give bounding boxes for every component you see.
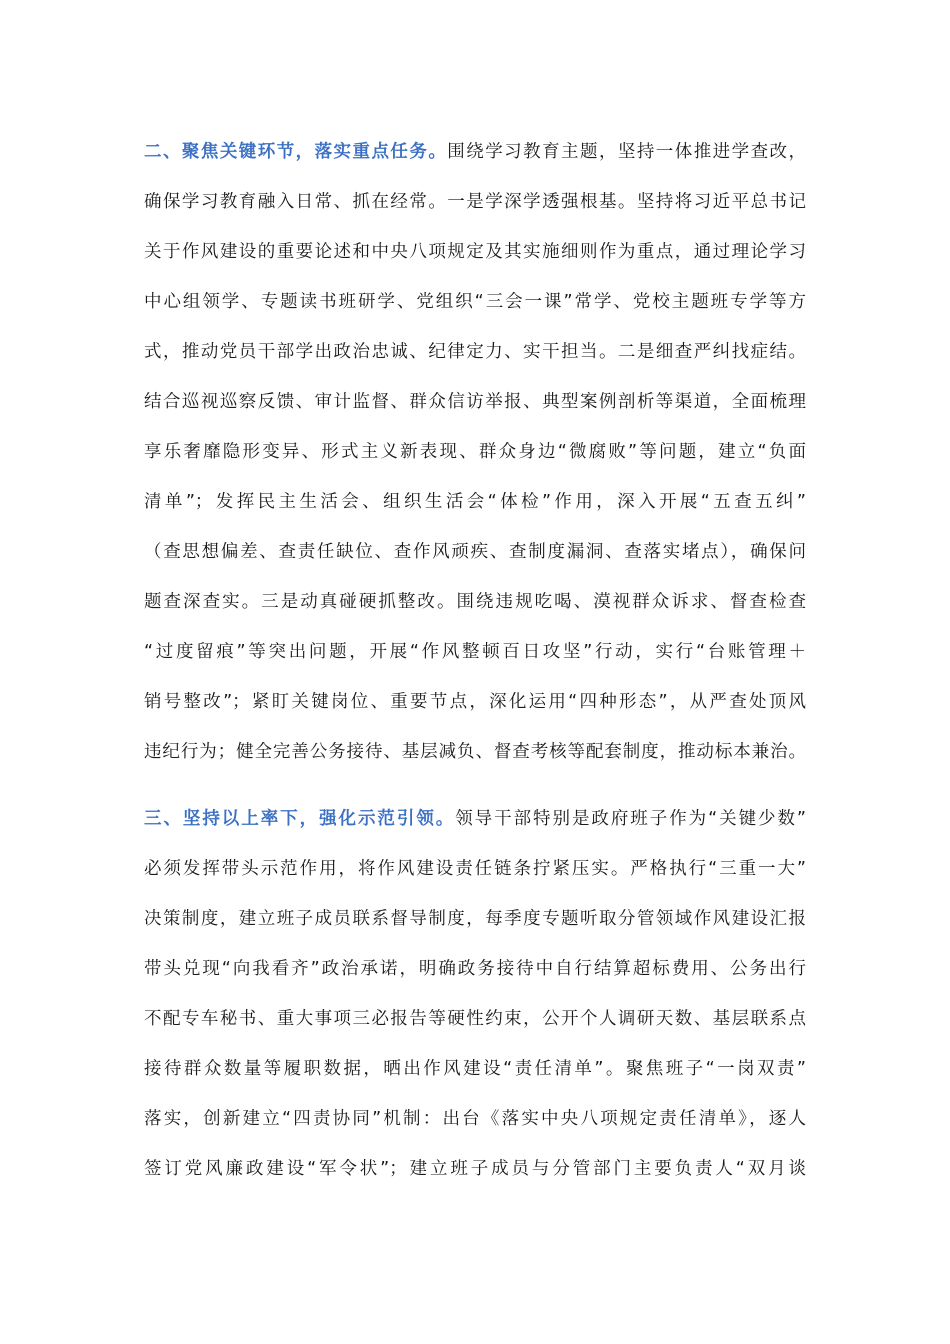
paragraph-line: 中心组领学、专题读书班研学、党组织“三会一课”常学、党校主题班专学等方	[144, 292, 806, 312]
section-3-heading: 三、坚持以上率下，强化示范引领。	[144, 809, 456, 829]
section-2-text: 围绕学习教育主题，坚持一体推进学查改，	[447, 142, 807, 162]
section-3-text: 领导干部特别是政府班子作为“关键少数”	[455, 809, 806, 829]
paragraph-line: “过度留痕”等突出问题，开展“作风整顿百日攻坚”行动，实行“台账管理＋	[144, 642, 806, 662]
paragraph-line: 关于作风建设的重要论述和中央八项规定及其实施细则作为重点，通过理论学习	[144, 242, 806, 262]
section-2-line-1	[144, 137, 806, 167]
paragraph-line: 结合巡视巡察反馈、审计监督、群众信访举报、典型案例剖析等渠道，全面梳理	[144, 392, 806, 412]
paragraph-line: 式，推动党员干部学出政治忠诚、纪律定力、实干担当。二是细查严纠找症结。	[144, 342, 806, 362]
paragraph-line: 违纪行为；健全完善公务接待、基层减负、督查考核等配套制度，推动标本兼治。	[144, 742, 806, 762]
section-3-line-1	[144, 804, 806, 834]
paragraph-line: 享乐奢靡隐形变异、形式主义新表现、群众身边“微腐败”等问题，建立“负面	[144, 442, 806, 462]
paragraph-line: 题查深查实。三是动真碰硬抓整改。围绕违规吃喝、漠视群众诉求、督查检查	[144, 592, 806, 612]
paragraph-line: 清单”；发挥民主生活会、组织生活会“体检”作用，深入开展“五查五纠”	[144, 492, 806, 512]
paragraph-line: 不配专车秘书、重大事项三必报告等硬性约束，公开个人调研天数、基层联系点	[144, 1009, 806, 1029]
paragraph-line: 决策制度，建立班子成员联系督导制度，每季度专题听取分管领域作风建设汇报	[144, 909, 806, 929]
paragraph-line: 带头兑现“向我看齐”政治承诺，明确政务接待中自行结算超标费用、公务出行	[144, 959, 806, 979]
paragraph-line: 确保学习教育融入日常、抓在经常。一是学深学透强根基。坚持将习近平总书记	[144, 192, 806, 212]
paragraph-line: 销号整改”；紧盯关键岗位、重要节点，深化运用“四种形态”，从严查处顶风	[144, 692, 806, 712]
section-2-heading: 二、聚焦关键环节，落实重点任务。	[144, 142, 448, 162]
paragraph-line: 接待群众数量等履职数据，晒出作风建设“责任清单”。聚焦班子“一岗双责”	[144, 1059, 806, 1079]
paragraph-line: （查思想偏差、查责任缺位、查作风顽疾、查制度漏洞、查落实堵点），确保问	[144, 542, 806, 562]
paragraph-line: 签订党风廉政建设“军令状”；建立班子成员与分管部门主要负责人“双月谈	[144, 1159, 806, 1179]
paragraph-line: 必须发挥带头示范作用，将作风建设责任链条拧紧压实。严格执行“三重一大”	[144, 859, 806, 879]
paragraph-line: 落实，创新建立“四责协同”机制：出台《落实中央八项规定责任清单》，逐人	[144, 1109, 806, 1129]
